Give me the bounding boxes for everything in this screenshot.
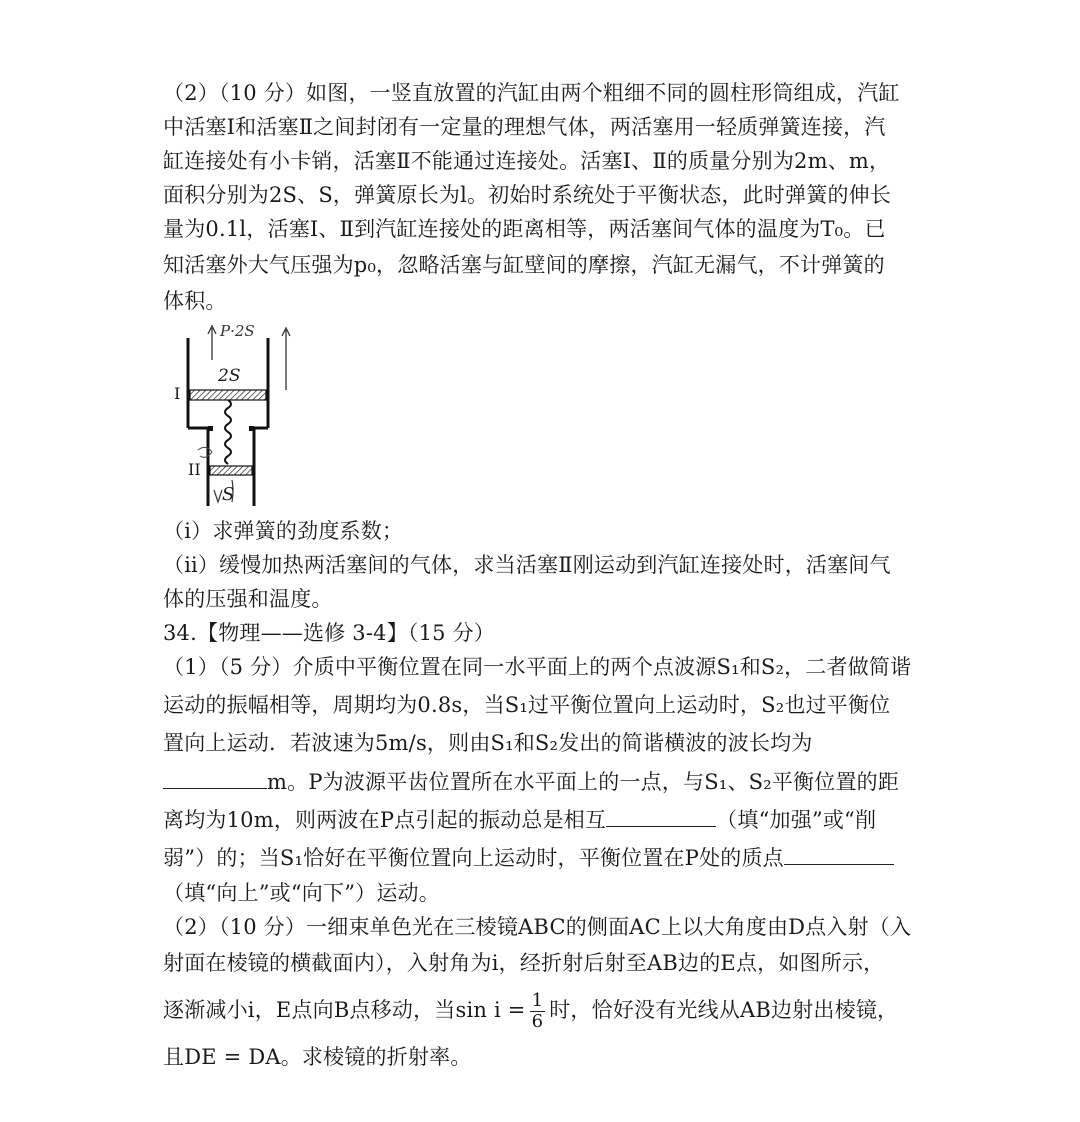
q34-2-line <box>163 986 923 1034</box>
fraction-denominator: 6 <box>531 1011 544 1032</box>
q34-2-line: 射面在棱镜的横截面内），入射角为i，经折射后射至AB边的E点，如图所示， <box>163 951 885 975</box>
label-piston-ii: II <box>188 460 201 479</box>
label-2s: 2S <box>218 366 241 386</box>
fraction-numerator: 1 <box>531 990 544 1011</box>
q34-1-text: （填“加强”或“削 <box>716 808 877 832</box>
q34-1-line <box>163 804 923 835</box>
problem-text-line: 缸连接处有小卡销，活塞Ⅱ不能通过连接处。活塞Ⅰ、Ⅱ的质量分别为2m、m， <box>163 149 891 173</box>
q34-1-text: m。P为波源平齿位置所在水平面上的一点，与S₁、S₂平衡位置的距 <box>267 770 900 794</box>
fraction-one-sixth <box>530 991 546 1032</box>
q34-1-text: 离均为10m，则两波在P点引起的振动总是相互 <box>163 808 607 832</box>
cylinder-figure <box>168 320 308 516</box>
sub-question-i: （ⅰ）求弹簧的劲度系数； <box>163 519 404 543</box>
problem-text-line: 中活塞Ⅰ和活塞Ⅱ之间封闭有一定量的理想气体，两活塞用一轻质弹簧连接，汽 <box>163 115 886 139</box>
q34-1-text: 弱”）的；当S₁恰好在平衡位置向上运动时，平衡位置在P处的质点 <box>163 846 784 870</box>
label-s: S <box>222 484 235 505</box>
q34-2-line: 且DE = DA。求棱镜的折射率。 <box>163 1045 472 1069</box>
answer-blank-wavelength[interactable] <box>163 766 267 789</box>
sub-question-ii: （ⅱ）缓慢加热两活塞间的气体，求当活塞Ⅱ刚运动到汽缸连接处时，活塞间气 <box>163 553 891 577</box>
q34-2-text: 逐渐减小i，E点向B点移动，当sin i = <box>163 998 526 1022</box>
q34-1-line: （1）（5 分）介质中平衡位置在同一水平面上的两个点波源S₁和S₂，二者做简谐 <box>163 655 912 679</box>
q34-2-line: （2）（10 分）一细束单色光在三棱镜ABC的侧面AC上以大角度由D点入射（入 <box>163 915 912 939</box>
problem-text-line: 量为0.1l，活塞Ⅰ、Ⅱ到汽缸连接处的距离相等，两活塞间气体的温度为T₀。已 <box>163 217 886 241</box>
answer-blank-direction[interactable] <box>784 842 894 865</box>
q34-1-line <box>163 766 923 797</box>
handwritten-note: P·2S <box>220 322 255 340</box>
q34-1-line: 置向上运动．若波速为5m/s，则由S₁和S₂发出的简谐横波的波长均为 <box>163 731 813 755</box>
label-piston-i: I <box>174 384 181 403</box>
q34-1-line: 运动的振幅相等，周期均为0.8s，当S₁过平衡位置向上运动时，S₂也过平衡位 <box>163 693 891 717</box>
problem-text-line: 面积分别为2S、S，弹簧原长为l。初始时系统处于平衡状态，此时弹簧的伸长 <box>163 183 892 207</box>
problem-text-line: （2）（10 分）如图，一竖直放置的汽缸由两个粗细不同的圆柱形筒组成，汽缸 <box>163 81 900 105</box>
q34-1-line: （填“向上”或“向下”）运动。 <box>163 881 440 905</box>
sub-question-ii-cont: 体的压强和温度。 <box>163 587 333 611</box>
q34-1-line <box>163 842 923 873</box>
problem-text-line: 知活塞外大气压强为p₀，忽略活塞与缸壁间的摩擦，汽缸无漏气，不计弹簧的 <box>163 253 885 277</box>
answer-blank-interference[interactable] <box>606 804 716 827</box>
q34-2-text: 时，恰好没有光线从AB边射出棱镜， <box>549 998 899 1022</box>
q34-header: 34.【物理——选修 3-4】（15 分） <box>163 621 495 645</box>
problem-text-line: 体积。 <box>163 289 227 313</box>
